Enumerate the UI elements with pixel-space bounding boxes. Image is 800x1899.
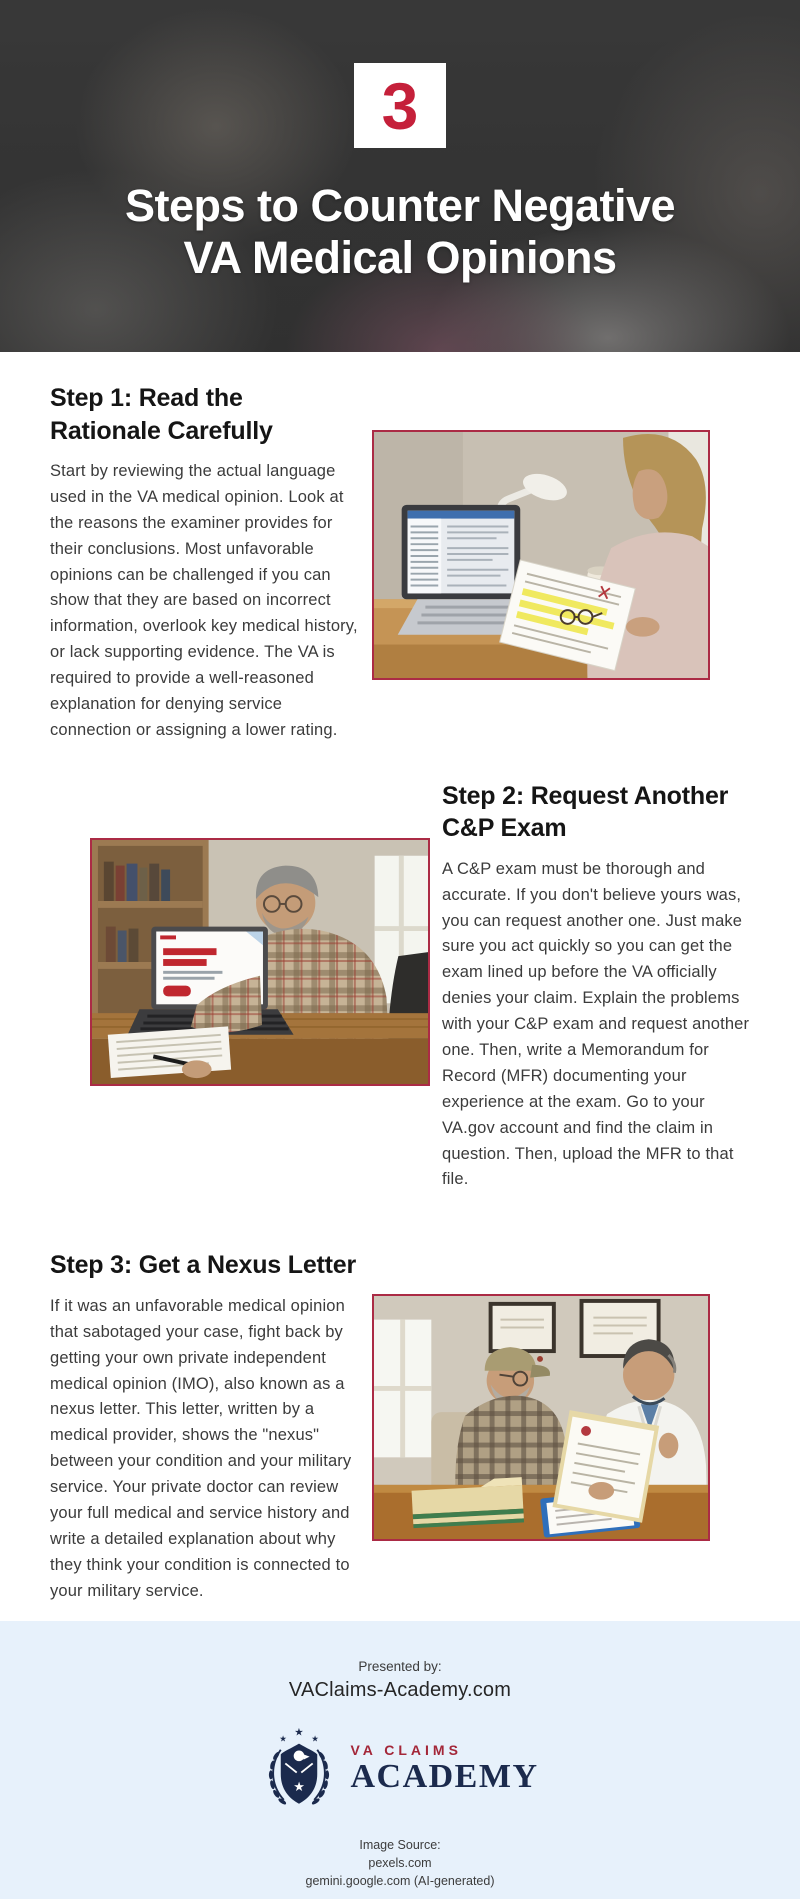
veteran-with-doctor-illustration [374,1296,708,1539]
presented-by-label: Presented by: [358,1659,442,1674]
step-3-body: If it was an unfavorable medical opinion that sabotaged your case, fight back by getting your own private independent medical opinion (IMO), also known as a nexus letter. This letter, written by a medical provider, shows the "nexus" between your condition and your military service. Your private doctor can review your full medical and service history and write a detailed explanation about why they think your condition is connected to your military service. [50,1296,352,1600]
svg-text:★: ★ [293,1778,306,1794]
step-1-body: Start by reviewing the actual language used in the VA medical opinion. Look at the reasons the examiner provides for their conclusions. Most unfavorable opinions can be challenged if you can show that they are based on incorrect information, overlook key medical history, or lack supporting evidence. The VA is required to provide a well-reasoned explanation for denying service connection or assigning a lower rating. [50,462,358,739]
image-source-block [0,1836,800,1890]
step-1-section [0,382,800,744]
woman-reviewing-document-illustration [374,432,708,678]
svg-text:★: ★ [279,1733,288,1744]
step-count-number: 3 [381,68,419,143]
image-source-2: gemini.google.com (AI-generated) [305,1874,495,1889]
step-1-illustration [372,430,710,680]
svg-text:★: ★ [311,1733,320,1744]
website-text: VAClaims-Academy.com [288,1679,512,1701]
eagle-laurel-emblem-icon [261,1724,337,1812]
step-2-illustration [90,838,430,1086]
step-1-heading: Step 1: Read the Rationale Carefully [50,384,273,445]
page-title-line1: Steps to Counter Negative [124,180,676,231]
hero-banner [0,0,800,352]
footer [0,1621,800,1899]
steps-content [0,352,800,1621]
step-3-heading: Step 3: Get a Nexus Letter [50,1251,357,1280]
step-2-body: A C&P exam must be thorough and accurate. If you don't believe yours was, you can request another one. Just make sure you act quickly so you can get the exam lined up before the VA officially denies your claim. Explain the problems with your C&P exam and request another one. Then, write a Memorandum for Record (MFR) documenting your experience at the exam. Go to your VA.gov account and find the claim in question. Then, upload the MFR to that file. [442,859,750,1189]
logo-line2: ACADEMY [350,1758,539,1795]
logo-line1: VA CLAIMS [350,1742,462,1758]
page-title [0,180,800,284]
step-count-badge [354,63,446,148]
va-claims-academy-logo [0,1722,800,1814]
image-source-1: pexels.com [368,1856,432,1871]
svg-text:★: ★ [294,1726,305,1739]
step-2-heading: Step 2: Request Another C&P Exam [442,781,729,843]
step-3-illustration [372,1294,710,1541]
image-source-label: Image Source: [359,1838,441,1852]
page-title-line2: VA Medical Opinions [183,232,617,284]
step-2-section [0,780,800,1194]
step-3-section [0,1249,800,1604]
veteran-at-laptop-illustration [92,840,428,1084]
